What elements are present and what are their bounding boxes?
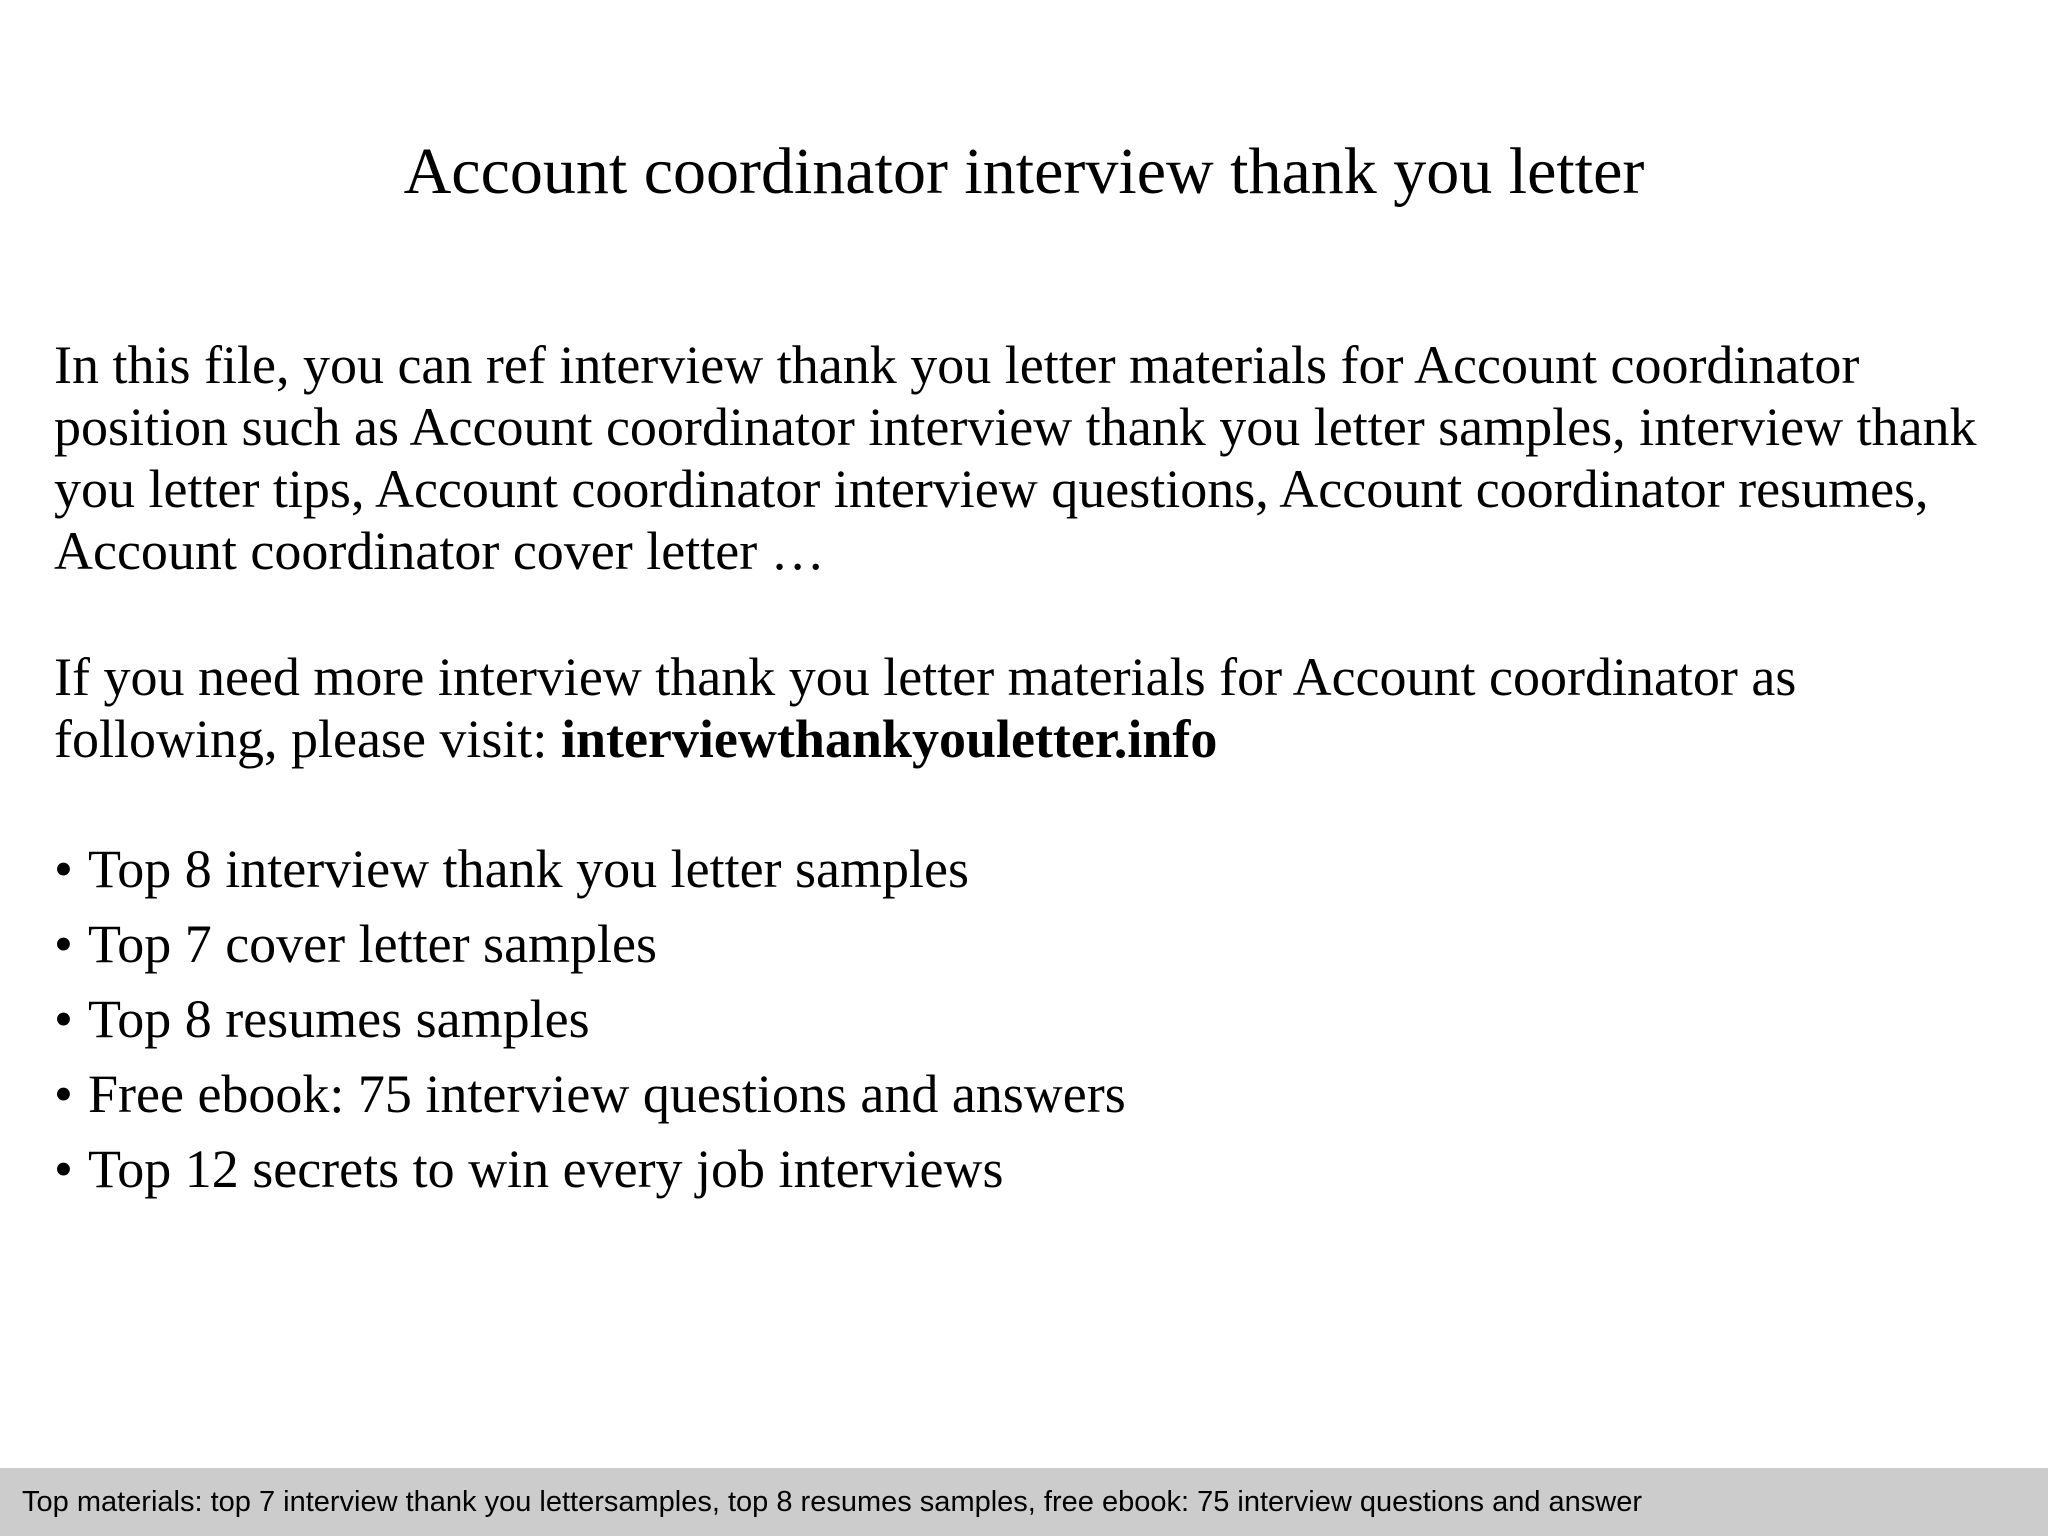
bullet-icon: • bbox=[54, 989, 73, 1049]
list-item-label: Free ebook: 75 interview questions and answers bbox=[88, 1064, 1126, 1124]
list-item-label: Top 7 cover letter samples bbox=[88, 914, 658, 974]
list-item bbox=[54, 982, 1126, 1057]
intro-paragraph: In this file, you can ref interview thank you letter materials for Account coordinator position such as Account coordinator interview thank you letter samples, interview thank you letter tips, Account coordinator interview questions, Account coordinator resumes, Account coordinator cover letter … bbox=[54, 335, 1977, 581]
list-item bbox=[54, 1057, 1126, 1132]
visit-paragraph bbox=[54, 646, 2014, 770]
bullet-icon: • bbox=[54, 914, 73, 974]
materials-list bbox=[54, 832, 1126, 1207]
page-title: Account coordinator interview thank you letter bbox=[403, 135, 1645, 208]
bullet-icon: • bbox=[54, 1139, 73, 1199]
list-item bbox=[54, 832, 1126, 907]
list-item-label: Top 8 interview thank you letter samples bbox=[88, 839, 970, 899]
bullet-icon: • bbox=[54, 1064, 73, 1124]
bullet-icon: • bbox=[54, 839, 73, 899]
visit-paragraph-text: If you need more interview thank you letter materials for Account coordinator as following, please visit: bbox=[54, 647, 1797, 769]
list-item bbox=[54, 907, 1126, 982]
list-item-label: Top 12 secrets to win every job interviews bbox=[88, 1139, 1004, 1199]
footer-bar bbox=[0, 1468, 2048, 1536]
list-item bbox=[54, 1132, 1126, 1207]
website-link[interactable]: interviewthankyouletter.info bbox=[560, 709, 1218, 769]
footer-text: Top materials: top 7 interview thank you lettersamples, top 8 resumes samples, free ebook: 75 interview questions and answer bbox=[22, 1486, 1642, 1518]
list-item-label: Top 8 resumes samples bbox=[88, 989, 590, 1049]
